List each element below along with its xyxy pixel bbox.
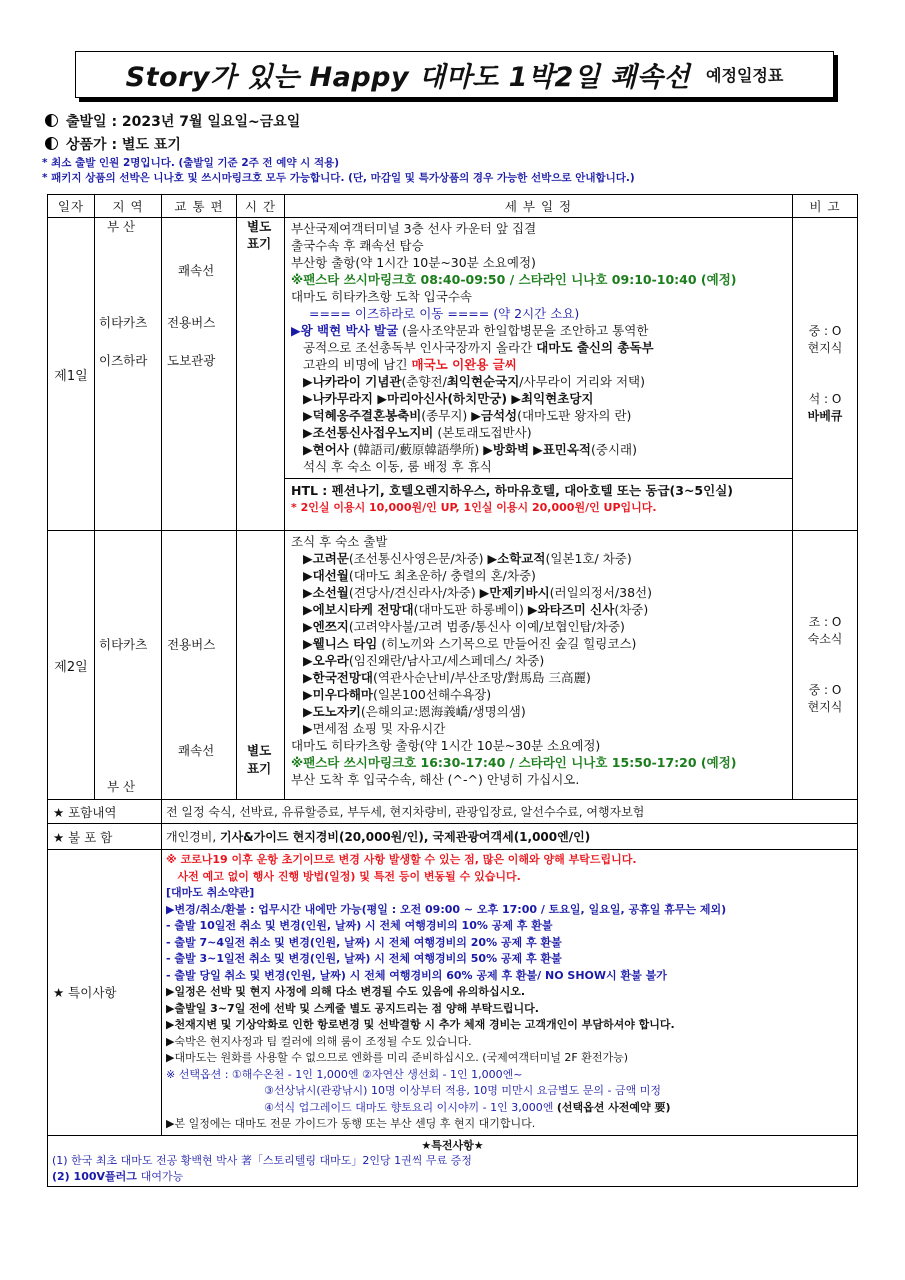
bonus-cell <box>48 1135 858 1187</box>
region-hitakatsu: 히타카츠 <box>99 637 148 652</box>
remark-lunch: 중 : O <box>808 324 842 338</box>
wang3-a: 고관의 비명에 남긴 <box>303 357 412 372</box>
policy-line: ▶변경/취소/환불 : 업무시간 내에만 가능(평일 : 오전 09:00 ~ 오후 17:00 / 토요일, 일요일, 공휴일 휴무는 제외) <box>166 902 727 916</box>
day2-label: 제2일 <box>48 531 95 800</box>
spot-desc: (대마도 최초운하/ 충렬의 혼/차중) <box>348 568 536 583</box>
remark-lunch: 중 : O <box>808 683 842 697</box>
notice-line: ▶천재지변 및 기상악화로 인한 항로변경 및 선박결항 시 추가 체재 경비는 고객개인이 부담하셔야 합니다. <box>166 1018 675 1031</box>
transport-bus: 전용버스 <box>167 315 216 330</box>
spot-deokhye: ▶덕혜옹주결혼봉축비 <box>303 408 422 423</box>
excluded-a: 개인경비, <box>166 830 220 844</box>
special-label: ★ 특이사항 <box>48 850 162 1136</box>
dinner-line: 석식 후 숙소 이동, 룸 배정 후 휴식 <box>303 459 492 474</box>
half-circle-icon <box>45 114 58 127</box>
bonus-line-1: (1) 한국 최초 대마도 전공 황백현 박사 著「스토리텔링 대마도」2인당 1권씩 무료 증정 <box>52 1154 472 1167</box>
spot-miuda: ▶미우다해마 <box>303 687 373 702</box>
spot-tonosaki: ▶도노자키 <box>303 704 361 719</box>
spot-desc: (대마도판 왕자의 란) <box>517 408 632 423</box>
region-busan: 부 산 <box>107 779 136 794</box>
spot-desc: (견당사/견신라사/차중) <box>348 585 480 600</box>
wang-rest: (을사조약문과 한일합병문을 조안하고 통역한 <box>398 323 649 338</box>
day2-row <box>48 531 858 800</box>
spot-desc: (본토래도접반사) <box>433 425 532 440</box>
schedule-line: 조식 후 숙소 출발 <box>291 534 388 549</box>
spot-banghwa: ▶방화벽 <box>483 442 530 457</box>
option-line: ④석식 업그레이드 대마도 향토요리 이시야끼 - 1인 3,000엔 <box>264 1100 557 1114</box>
region-izuhara: 이즈하라 <box>99 353 148 368</box>
schedule-line: 부산 도착 후 입국수속, 해산 (^-^) 안녕히 가십시오. <box>291 772 580 787</box>
option-reserve: (선택옵션 사전예약 要) <box>556 1100 671 1114</box>
wang3-b: 매국노 이완용 글씨 <box>411 357 517 372</box>
title-box <box>75 51 834 98</box>
spot-desc: (중시래) <box>591 442 637 457</box>
option-line: ※ 선택옵션 : ①해수온천 - 1인 1,000엔 ②자연산 생선회 - 1인 1,000엔~ <box>166 1067 523 1081</box>
spot-desc: (韓語司/藪原韓語學所) <box>348 442 484 457</box>
spot-pyomin: ▶표민옥적 <box>533 442 592 457</box>
day1-schedule <box>285 218 793 531</box>
spot-desc: (일본100선해수욕장) <box>373 687 492 702</box>
spot-desc: (대마도판 하롱베이) <box>413 602 528 617</box>
note-ship: * 패키지 상품의 선박은 니나호 및 쓰시마링크호 모두 가능합니다. (단, 마감일 및 특가상품의 경우 가능한 선박으로 안내합니다.) <box>42 172 635 184</box>
spot-desc: (러일의정서/38선) <box>549 585 652 600</box>
remark-lunch-type: 현지식 <box>807 700 843 714</box>
header-row <box>48 195 858 218</box>
wang2-a: 공적으로 조선총독부 인사국장까지 올라간 <box>303 340 537 355</box>
move-izuhara: ==== 이즈하라로 이동 ==== (약 2시간 소요) <box>309 306 580 321</box>
covid-note: ※ 코로나19 이후 운항 초기이므로 변경 사항 발생할 수 있는 점, 많은 이해와 양해 부탁드립니다. <box>166 853 637 866</box>
col-region: 지 역 <box>95 195 162 218</box>
day2-schedule <box>285 531 793 800</box>
col-time: 시 간 <box>237 195 285 218</box>
notice-line: ▶출발일 3~7일 전에 선박 및 스케줄 별도 공지드리는 점 양해 부탁드립니다. <box>166 1001 539 1015</box>
schedule-line: 부산국제여객터미널 3층 선사 카운터 앞 집결 <box>291 221 537 236</box>
half-circle-icon <box>45 137 58 150</box>
spot-school: ▶소학교적 <box>487 551 546 566</box>
hotel-box <box>285 478 792 516</box>
policy-title: [대마도 취소약관] <box>166 886 255 899</box>
spot-soseon: ▶소선월 <box>303 585 349 600</box>
spot-manjeki: ▶만제키바시 <box>479 585 550 600</box>
departure-line <box>45 111 300 131</box>
excluded-b: 기사&가이드 현지경비(20,000원/인), 국제관광여객세(1,000엔/인) <box>220 830 591 844</box>
spot-desc: (조선통신사영은문/차중) <box>348 551 488 566</box>
transport-bus: 전용버스 <box>167 637 216 652</box>
departure-text: 출발일 : 2023년 7월 일요일~금요일 <box>66 114 301 130</box>
policy-line: - 출발 당일 취소 및 변경(인원, 날짜) 시 전체 여행경비의 60% 공제 후 환불/ NO SHOW시 환불 불가 <box>166 968 667 982</box>
remark-breakfast: 조 : O <box>808 615 842 629</box>
excluded-row <box>48 824 858 850</box>
page-subtitle: 예정일정표 <box>706 66 784 85</box>
ferry-times: ※팬스타 쓰시마링크호 16:30-17:40 / 스타라인 니나호 15:50-17:20 (예정) <box>291 755 737 770</box>
excluded-cell <box>162 824 858 850</box>
schedule-line: 출국수속 후 쾌속선 탑승 <box>291 238 424 253</box>
spot-daeseon: ▶대선월 <box>303 568 349 583</box>
day2-remark <box>793 531 858 800</box>
bonus-line-2a: (2) 100V플러그 <box>52 1169 141 1183</box>
remark-lunch-type: 현지식 <box>807 341 843 355</box>
policy-line: - 출발 7~4일전 취소 및 변경(인원, 날짜) 시 전체 여행경비의 20% 공제 후 환불 <box>166 935 562 949</box>
transport-ferry: 쾌속선 <box>178 743 215 758</box>
excluded-label: ★ 불 포 함 <box>48 824 162 850</box>
day1-row <box>48 218 858 531</box>
itinerary-table <box>47 194 858 1187</box>
price-text: 상품가 : 별도 표기 <box>66 137 181 153</box>
spot-entsuji: ▶엔쯔지 <box>303 619 349 634</box>
spot-choi: 최익현순국지 <box>446 374 520 389</box>
day2-transport-cell <box>162 531 237 800</box>
option-line: ③선상낚시(관광낚시) 10명 이상부터 적용, 10명 미만시 요금별도 문의 - 금액 미정 <box>264 1084 662 1097</box>
day2-time-cell <box>237 531 285 800</box>
schedule-line: 대마도 히타카츠항 도착 입국수속 <box>291 289 472 304</box>
spot-watazumi: ▶와타즈미 신사 <box>527 602 615 617</box>
spot-oura: ▶오우라 <box>303 653 349 668</box>
special-cell <box>162 850 858 1136</box>
hotel-note: * 2인실 이용시 10,000원/인 UP, 1인실 이용시 20,000원/인 UP입니다. <box>291 501 657 514</box>
spot-geumseok: ▶금석성 <box>471 408 518 423</box>
day1-remark <box>793 218 858 531</box>
spot-desc: (춘향전/ <box>401 374 447 389</box>
note-min-people: * 최소 출발 인원 2명입니다. (출발일 기준 2주 전 예약 시 적용) <box>42 157 340 169</box>
spot-desc: (히노끼와 스기목으로 만들어진 숲길 힐링코스) <box>377 636 637 651</box>
included-row <box>48 800 858 824</box>
ferry-times: ※팬스타 쓰시마링크호 08:40-09:50 / 스타라인 니나호 09:10-10:40 (예정) <box>291 272 737 287</box>
remark-breakfast-type: 숙소식 <box>807 632 843 646</box>
day2-region-cell <box>95 531 162 800</box>
remark-dinner: 석 : O <box>808 392 842 406</box>
spot-wellness: ▶웰니스 타임 <box>303 636 378 651</box>
included-label: ★ 포함내역 <box>48 800 162 824</box>
bonus-title: ★특전사항★ <box>421 1138 484 1152</box>
included-text: 전 일정 숙식, 선박료, 유류할증료, 부두세, 현지차량비, 관광입장료, 알선수수료, 여행자보험 <box>162 800 858 824</box>
remark-dinner-type: 바베큐 <box>807 409 843 423</box>
spot-nakarai: ▶나카라이 기념관 <box>303 374 402 389</box>
region-busan: 부 산 <box>107 219 136 234</box>
col-schedule: 세 부 일 정 <box>285 195 793 218</box>
spot-josun: ▶조선통신사접우노지비 <box>303 425 434 440</box>
schedule-line: 부산항 출항(약 1시간 10분~30분 소요예정) <box>291 255 536 270</box>
spot-dutyfree: ▶면세점 쇼핑 및 자유시간 <box>303 721 446 736</box>
time-1: 별도 <box>247 743 272 758</box>
region-hitakatsu: 히타카츠 <box>99 315 148 330</box>
policy-line: - 출발 10일전 취소 및 변경(인원, 날짜) 시 전체 여행경비의 10% 공제 후 환불 <box>166 919 553 932</box>
change-note: 사전 예고 없이 행사 진행 방법(일정) 및 특전 등이 변동될 수 있습니다. <box>166 869 521 883</box>
price-line <box>45 134 181 154</box>
guide-line: ▶본 일정에는 대마도 전문 가이드가 동행 또는 부산 센딩 후 현지 대기합니다. <box>166 1117 536 1130</box>
spot-desc: (임진왜란/남사고/세스페데스/ 차중) <box>348 653 545 668</box>
time-2: 표기 <box>247 236 272 251</box>
spot-desc: (종무지) <box>421 408 472 423</box>
spot-desc: (고려약사불/고려 범종/통신사 이예/보협인탑/차중) <box>348 619 625 634</box>
col-date: 일자 <box>48 195 95 218</box>
col-remark: 비 고 <box>793 195 858 218</box>
policy-line: - 출발 3~1일전 취소 및 변경(인원, 날짜) 시 전체 여행경비의 50% 공제 후 환불 <box>166 952 562 965</box>
spot-eboshi: ▶에보시타케 전망대 <box>303 602 414 617</box>
special-row <box>48 850 858 1136</box>
wang-bold: ▶왕 백현 박사 발굴 <box>291 323 399 338</box>
spot-desc: (역관사순난비/부산조망/對馬島 三高麗) <box>373 670 591 685</box>
spot-desc: (일본1호/ 차중) <box>545 551 632 566</box>
notice-line: ▶대마도는 원화를 사용할 수 없으므로 엔화를 미리 준비하십시오. (국제여객터미널 2F 환전가능) <box>166 1051 628 1064</box>
spot-desc: (은해의교:恩海義嶠/생명의샘) <box>360 704 526 719</box>
bonus-line-2b: 대여가능 <box>140 1169 184 1183</box>
schedule-line: 대마도 히타카츠항 출항(약 1시간 10분~30분 소요예정) <box>291 738 601 753</box>
transport-walk: 도보관광 <box>167 353 216 368</box>
day1-time-cell <box>237 218 285 531</box>
hotel-line: HTL : 펜션나기, 호텔오렌지하우스, 하마유호텔, 대아호텔 또는 동급(3~5인실) <box>291 483 733 498</box>
transport-ferry: 쾌속선 <box>178 263 215 278</box>
spot-desc: /사무라이 거리와 저택) <box>519 374 645 389</box>
bonus-row <box>48 1135 858 1187</box>
spot-korea-view: ▶한국전망대 <box>303 670 373 685</box>
day1-region-cell <box>95 218 162 531</box>
col-transport: 교 통 편 <box>162 195 237 218</box>
day1-label: 제1일 <box>48 218 95 531</box>
spot-nakamura: ▶나카무라지 ▶마리아신사(하치만궁) ▶최익현초당지 <box>303 391 594 406</box>
time-1: 별도 <box>247 219 272 234</box>
notice-line: ▶일정은 선박 및 현지 사정에 의해 다소 변경될 수도 있음에 유의하십시오. <box>166 985 526 998</box>
day1-transport-cell <box>162 218 237 531</box>
spot-goryeomun: ▶고려문 <box>303 551 349 566</box>
page-title: Story가 있는 Happy 대마도 1박2일 쾌속선 <box>125 62 691 93</box>
spot-hyeoneo: ▶현어사 <box>303 442 349 457</box>
notice-line: ▶숙박은 현지사정과 팀 컬러에 의해 룸이 조정될 수도 있습니다. <box>166 1034 472 1048</box>
wang2-b: 대마도 출신의 총독부 <box>536 340 654 355</box>
time-2: 표기 <box>247 761 272 776</box>
spot-desc: (차중) <box>614 602 649 617</box>
